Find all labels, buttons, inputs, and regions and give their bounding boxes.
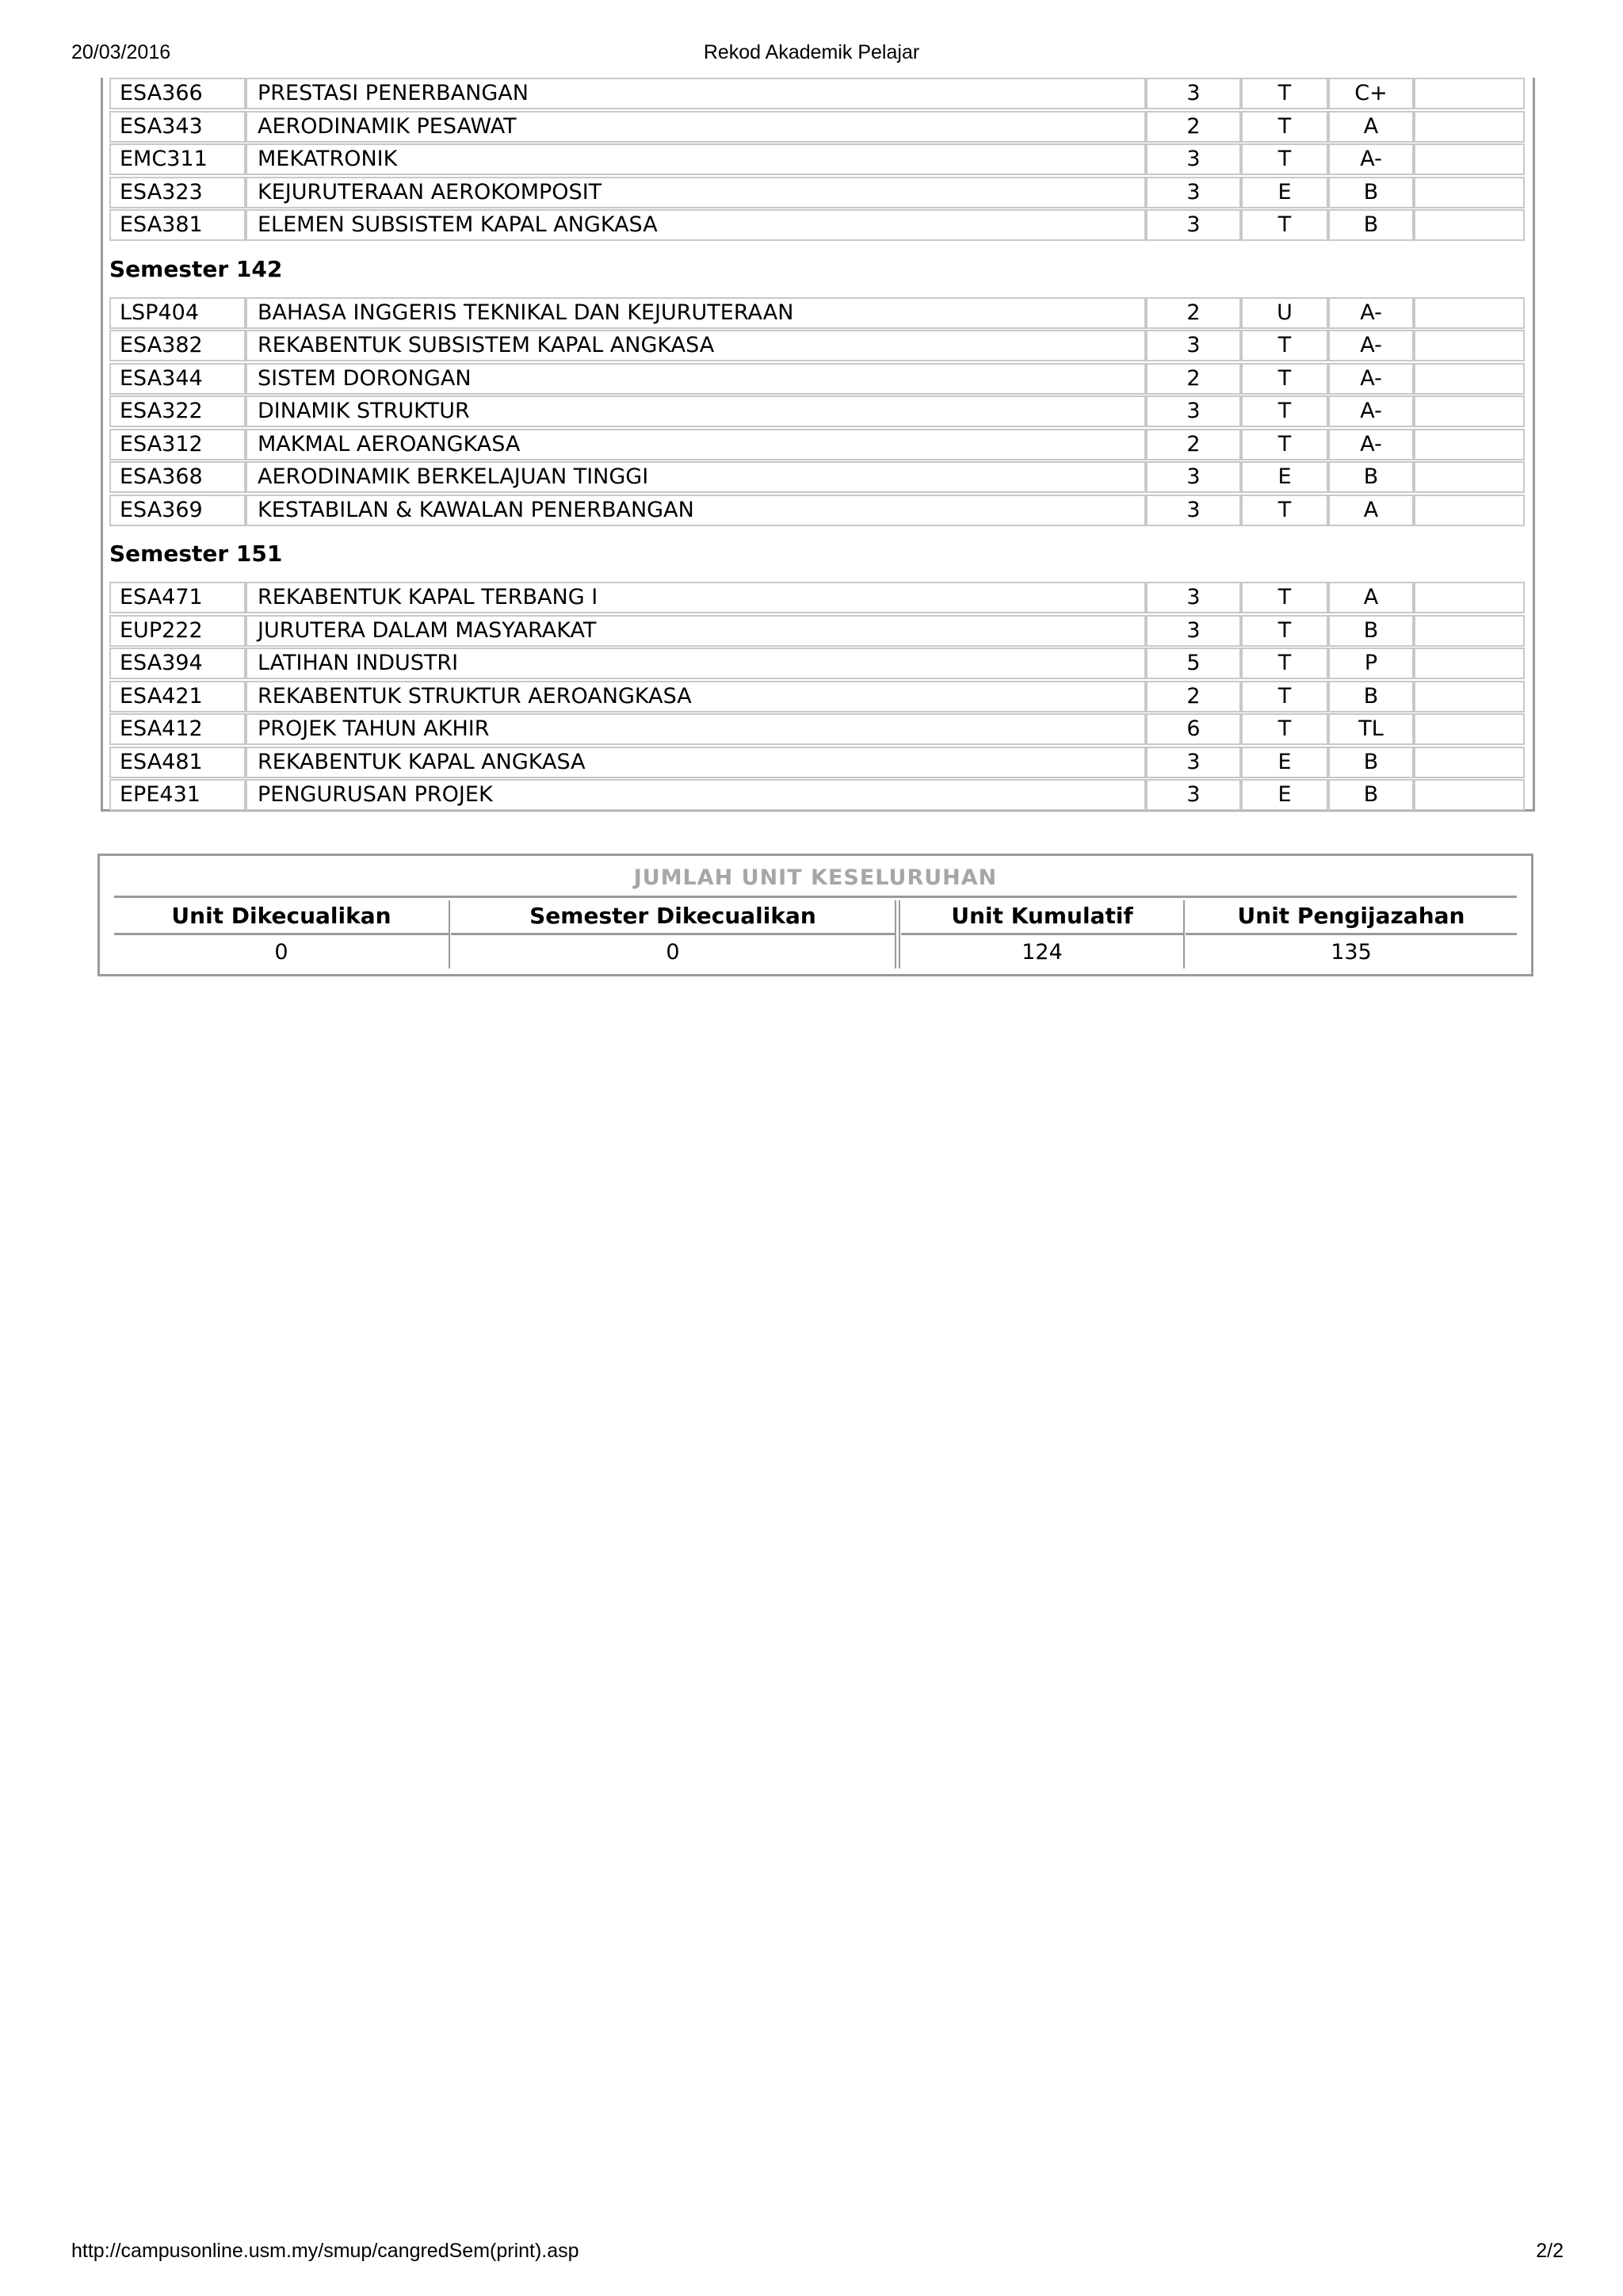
course-extra — [1414, 747, 1525, 778]
course-unit: 3 — [1146, 461, 1241, 493]
course-status: T — [1241, 615, 1328, 647]
summary-divider — [899, 900, 900, 968]
course-row — [109, 363, 1525, 395]
course-row — [109, 582, 1525, 613]
course-extra — [1414, 297, 1525, 329]
course-unit: 3 — [1146, 209, 1241, 241]
course-extra — [1414, 648, 1525, 679]
course-grade: A — [1328, 111, 1414, 143]
course-status: T — [1241, 681, 1328, 712]
course-name: MAKMAL AEROANGKASA — [246, 429, 1146, 460]
course-code: ESA323 — [109, 177, 246, 208]
course-row — [109, 461, 1525, 493]
course-name: PENGURUSAN PROJEK — [246, 779, 1146, 811]
course-extra — [1414, 615, 1525, 647]
course-row — [109, 495, 1525, 526]
course-row — [109, 713, 1525, 745]
course-name: DINAMIK STRUKTUR — [246, 395, 1146, 427]
course-grade: A- — [1328, 429, 1414, 460]
course-code: LSP404 — [109, 297, 246, 329]
course-grade: A- — [1328, 395, 1414, 427]
summary-value-unit-kumulatif: 124 — [1022, 940, 1063, 965]
course-grade: A — [1328, 582, 1414, 613]
course-grade: B — [1328, 177, 1414, 208]
course-name: REKABENTUK KAPAL TERBANG I — [246, 582, 1146, 613]
course-status: E — [1241, 779, 1328, 811]
course-unit: 3 — [1146, 330, 1241, 361]
course-extra — [1414, 681, 1525, 712]
summary-header-underline — [1186, 933, 1517, 935]
course-row — [109, 615, 1525, 647]
course-unit: 2 — [1146, 111, 1241, 143]
course-extra — [1414, 395, 1525, 427]
summary-header-unit-dikecualikan: Unit Dikecualikan — [171, 903, 391, 929]
course-extra — [1414, 461, 1525, 493]
course-code: ESA312 — [109, 429, 246, 460]
course-code: ESA412 — [109, 713, 246, 745]
course-extra — [1414, 330, 1525, 361]
course-name: AERODINAMIK BERKELAJUAN TINGGI — [246, 461, 1146, 493]
course-status: T — [1241, 363, 1328, 395]
course-row — [109, 78, 1525, 109]
course-status: E — [1241, 747, 1328, 778]
course-status: T — [1241, 429, 1328, 460]
course-row — [109, 395, 1525, 427]
course-row — [109, 177, 1525, 208]
summary-divider — [895, 900, 896, 968]
course-unit: 3 — [1146, 747, 1241, 778]
course-status: E — [1241, 461, 1328, 493]
course-code: ESA366 — [109, 78, 246, 109]
course-name: REKABENTUK STRUKTUR AEROANGKASA — [246, 681, 1146, 712]
course-name: REKABENTUK KAPAL ANGKASA — [246, 747, 1146, 778]
course-extra — [1414, 495, 1525, 526]
page-number: 2/2 — [1536, 2240, 1564, 2262]
summary-header-semester-dikecualikan: Semester Dikecualikan — [529, 903, 816, 929]
course-extra — [1414, 363, 1525, 395]
course-status: T — [1241, 648, 1328, 679]
course-extra — [1414, 177, 1525, 208]
course-code: ESA344 — [109, 363, 246, 395]
semester-heading: Semester 142 — [109, 255, 283, 282]
course-unit: 3 — [1146, 395, 1241, 427]
course-code: EPE431 — [109, 779, 246, 811]
course-grade: TL — [1328, 713, 1414, 745]
course-row — [109, 111, 1525, 143]
course-extra — [1414, 209, 1525, 241]
course-row — [109, 209, 1525, 241]
course-code: ESA369 — [109, 495, 246, 526]
course-grade: B — [1328, 747, 1414, 778]
course-name: BAHASA INGGERIS TEKNIKAL DAN KEJURUTERAAN — [246, 297, 1146, 329]
course-status: T — [1241, 143, 1328, 175]
course-name: REKABENTUK SUBSISTEM KAPAL ANGKASA — [246, 330, 1146, 361]
course-grade: B — [1328, 461, 1414, 493]
page-title: Rekod Akademik Pelajar — [703, 41, 920, 63]
course-code: EMC311 — [109, 143, 246, 175]
course-unit: 3 — [1146, 143, 1241, 175]
course-grade: A- — [1328, 297, 1414, 329]
summary-header-unit-kumulatif: Unit Kumulatif — [951, 903, 1133, 929]
course-status: T — [1241, 395, 1328, 427]
course-code: ESA421 — [109, 681, 246, 712]
course-status: T — [1241, 713, 1328, 745]
course-name: LATIHAN INDUSTRI — [246, 648, 1146, 679]
course-grade: P — [1328, 648, 1414, 679]
course-code: ESA394 — [109, 648, 246, 679]
summary-value-unit-dikecualikan: 0 — [274, 940, 288, 965]
course-status: T — [1241, 582, 1328, 613]
course-code: ESA471 — [109, 582, 246, 613]
course-code: ESA368 — [109, 461, 246, 493]
course-code: EUP222 — [109, 615, 246, 647]
course-grade: A — [1328, 495, 1414, 526]
course-code: ESA481 — [109, 747, 246, 778]
course-grade: B — [1328, 681, 1414, 712]
course-row — [109, 681, 1525, 712]
course-extra — [1414, 429, 1525, 460]
semester-heading: Semester 151 — [109, 541, 283, 567]
course-unit: 3 — [1146, 495, 1241, 526]
course-grade: B — [1328, 779, 1414, 811]
summary-value-unit-pengijazahan: 135 — [1331, 940, 1372, 965]
summary-header-unit-pengijazahan: Unit Pengijazahan — [1237, 903, 1465, 929]
course-unit: 3 — [1146, 615, 1241, 647]
summary-divider — [1183, 900, 1185, 968]
course-name: KEJURUTERAAN AEROKOMPOSIT — [246, 177, 1146, 208]
course-status: T — [1241, 78, 1328, 109]
course-row — [109, 747, 1525, 778]
course-unit: 3 — [1146, 582, 1241, 613]
course-grade: A- — [1328, 363, 1414, 395]
course-code: ESA382 — [109, 330, 246, 361]
course-row — [109, 143, 1525, 175]
course-status: T — [1241, 111, 1328, 143]
course-unit: 2 — [1146, 297, 1241, 329]
course-unit: 6 — [1146, 713, 1241, 745]
course-row — [109, 648, 1525, 679]
course-status: T — [1241, 495, 1328, 526]
print-date: 20/03/2016 — [71, 41, 171, 63]
course-extra — [1414, 713, 1525, 745]
course-extra — [1414, 111, 1525, 143]
course-extra — [1414, 582, 1525, 613]
course-name: ELEMEN SUBSISTEM KAPAL ANGKASA — [246, 209, 1146, 241]
course-unit: 3 — [1146, 779, 1241, 811]
course-grade: A- — [1328, 143, 1414, 175]
course-unit: 2 — [1146, 681, 1241, 712]
course-grade: A- — [1328, 330, 1414, 361]
summary-value-semester-dikecualikan: 0 — [666, 940, 680, 965]
course-unit: 5 — [1146, 648, 1241, 679]
course-unit: 2 — [1146, 363, 1241, 395]
summary-header-underline — [451, 933, 895, 935]
course-extra — [1414, 143, 1525, 175]
course-grade: B — [1328, 615, 1414, 647]
course-status: E — [1241, 177, 1328, 208]
course-status: T — [1241, 209, 1328, 241]
summary-table — [97, 854, 1533, 976]
summary-header-underline — [901, 933, 1183, 935]
course-unit: 2 — [1146, 429, 1241, 460]
course-name: KESTABILAN & KAWALAN PENERBANGAN — [246, 495, 1146, 526]
course-row — [109, 779, 1525, 811]
summary-divider — [449, 900, 450, 968]
course-name: MEKATRONIK — [246, 143, 1146, 175]
course-code: ESA381 — [109, 209, 246, 241]
course-extra — [1414, 779, 1525, 811]
summary-title: JUMLAH UNIT KESELURUHAN — [633, 865, 998, 890]
page-url: http://campusonline.usm.my/smup/cangredSem(print).asp — [71, 2240, 579, 2262]
course-row — [109, 330, 1525, 361]
course-name: PRESTASI PENERBANGAN — [246, 78, 1146, 109]
course-extra — [1414, 78, 1525, 109]
course-row — [109, 429, 1525, 460]
course-name: SISTEM DORONGAN — [246, 363, 1146, 395]
course-code: ESA322 — [109, 395, 246, 427]
course-unit: 3 — [1146, 78, 1241, 109]
course-grade: B — [1328, 209, 1414, 241]
course-row — [109, 297, 1525, 329]
course-name: PROJEK TAHUN AKHIR — [246, 713, 1146, 745]
course-code: ESA343 — [109, 111, 246, 143]
summary-header-underline — [114, 933, 449, 935]
course-status: U — [1241, 297, 1328, 329]
course-status: T — [1241, 330, 1328, 361]
course-unit: 3 — [1146, 177, 1241, 208]
course-grade: C+ — [1328, 78, 1414, 109]
course-name: AERODINAMIK PESAWAT — [246, 111, 1146, 143]
course-name: JURUTERA DALAM MASYARAKAT — [246, 615, 1146, 647]
summary-title-rule — [114, 896, 1517, 898]
